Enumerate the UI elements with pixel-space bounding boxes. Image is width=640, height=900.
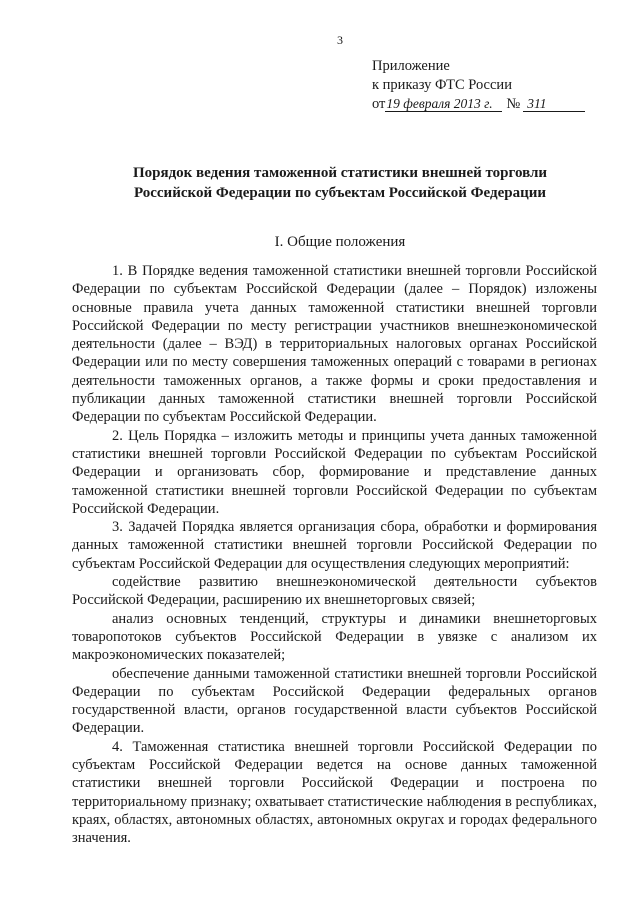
paragraph-1: 1. В Порядке ведения таможенной статистики внешней торговли Российской Федерации по субъектам Российской Федерации (далее – Порядок) изложены основные правила учета данных таможенной статистики внешней торговли Российской Федерации по месту регистрации участников внешнеэкономической деятельности (далее – ВЭД) в территориальных налоговых органах Российской Федерации или по месту совершения таможенных операций с товарами в регионах деятельности таможенных органов, а также формы и сроки предоставления и публикации данных таможенной статистики внешней торговли Российской Федерации по субъектам Российской Федерации. [72, 263, 597, 426]
paragraph-3-item-3: обеспечение данными таможенной статистики внешней торговли Российской Федерации по субъектам Российской Федерации федеральных органов государственной власти, органов государственной власти субъектов Российской Федерации. [72, 665, 597, 737]
order-date-value: 19 февраля 2013 г. [385, 96, 502, 112]
document-body [72, 262, 597, 848]
document-title-line-1: Порядок ведения таможенной статистики внешней торговли [132, 165, 548, 181]
section-heading: I. Общие положения [274, 234, 406, 250]
paragraph-3-item-1: содействие развитию внешнеэкономической деятельности субъектов Российской Федерации, расширению их внешнеторговых связей; [72, 574, 597, 609]
appendix-title: Приложение [372, 58, 450, 74]
order-number-label: № [506, 96, 521, 112]
document-title-line-2: Российской Федерации по субъектам Российской Федерации [133, 185, 547, 201]
paragraph-2: 2. Цель Порядка – изложить методы и принципы учета данных таможенной статистики внешней торговли Российской Федерации по субъектам Российской Федерации и организовать сбор, формирование и представление данных таможенной статистики внешней торговли Российской Федерации по субъектам Российской Федерации. [72, 427, 597, 517]
appendix-order-reference: к приказу ФТС России [372, 77, 512, 93]
paragraph-4: 4. Таможенная статистика внешней торговли Российской Федерации по субъектам Российской Федерации ведется на основе данных таможенной статистики внешней торговли Российской Федерации и построена по территориальному признаку; охватывает статистические наблюдения в республиках, краях, областях, автономных областях, автономных округах и городах федерального значения. [72, 738, 597, 847]
order-date-prefix: от [372, 96, 386, 112]
order-number-value: 311 [523, 96, 585, 112]
document-title [60, 163, 620, 203]
order-date-line [372, 95, 585, 114]
paragraph-3: 3. Задачей Порядка является организация сбора, обработки и формирования данных таможенной статистики внешней торговли Российской Федерации по субъектам Российской Федерации для осуществления следующих мероприятий: [72, 519, 597, 572]
appendix-block [372, 57, 585, 114]
page-number: 3 [337, 33, 343, 47]
paragraph-3-item-2: анализ основных тенденций, структуры и динамики внешнеторговых товаропотоков субъектов Российской Федерации в увязке с анализом их макроэкономических показателей; [72, 610, 597, 664]
